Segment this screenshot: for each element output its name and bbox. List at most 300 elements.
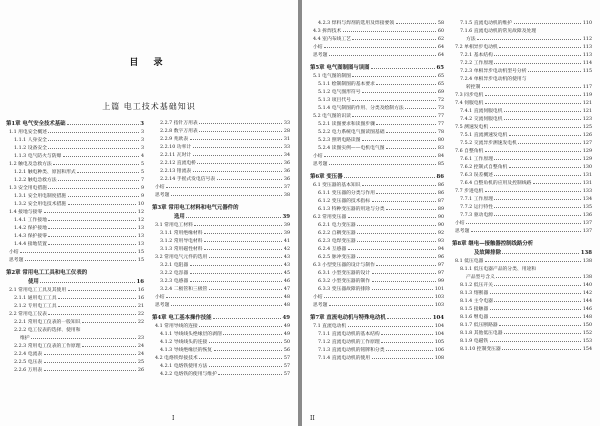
toc-entry <box>452 52 592 60</box>
toc-entry-label: 8.1 低压电器 <box>455 259 484 264</box>
toc-leader-dots <box>372 358 434 359</box>
toc-entry <box>310 36 444 44</box>
toc-entry-label: 2.2.6 万用表 <box>14 368 43 373</box>
toc-leader-dots <box>381 334 433 335</box>
toc-entry-label: 6.3.3 变压器故障的排除 <box>318 287 371 292</box>
toc-entry-label: 7.7.2 运行特性 <box>460 205 493 210</box>
toc-chapter-entry <box>152 204 290 213</box>
toc-page-number: 64 <box>437 45 444 50</box>
toc-page-number: 108 <box>434 356 444 361</box>
toc-page-number: 24 <box>137 352 144 357</box>
toc-entry-label: 3.1 常用电工材料 <box>155 223 193 228</box>
toc-page-number: 144 <box>582 299 592 304</box>
toc-entry-label: 7.6.4 自整角机的应用及控制线路 <box>460 181 532 186</box>
toc-entry <box>310 113 444 121</box>
toc-entry-label: 7.7.1 工作原理 <box>460 197 493 202</box>
toc-page-number: 64 <box>437 53 444 58</box>
toc-page-number: 135 <box>582 205 592 210</box>
toc-entry <box>452 180 592 188</box>
toc-leader-dots <box>20 252 136 253</box>
toc-leader-dots <box>386 132 436 133</box>
toc-entry <box>152 192 290 200</box>
toc-page-number: 123 <box>582 117 592 122</box>
toc-chapter-entry <box>152 213 290 222</box>
toc-entry <box>310 198 444 206</box>
toc-leader-dots <box>199 123 282 124</box>
toc-page-number: 129 <box>582 149 592 154</box>
toc-entry-label: 第2章 常用电工工具和电工仪表的 <box>6 270 88 276</box>
toc-leader-dots <box>324 47 436 48</box>
toc-entry <box>452 188 592 196</box>
page-right <box>302 0 600 426</box>
toc-chapter-entry <box>6 120 144 129</box>
toc-entry <box>152 222 290 230</box>
toc-page-number: 50 <box>283 340 290 345</box>
toc-page-number: 104 <box>434 324 444 329</box>
toc-entry-label: 选用 <box>174 214 185 220</box>
toc-leader-dots <box>372 273 437 274</box>
toc-chapter-entry <box>6 278 144 287</box>
toc-page-number: 36 <box>283 177 290 182</box>
toc-leader-dots <box>218 374 282 375</box>
toc-leader-dots <box>209 342 283 343</box>
toc-entry <box>452 322 592 330</box>
toc-leader-dots <box>82 322 136 323</box>
toc-entry <box>310 222 444 230</box>
toc-entry <box>152 254 290 262</box>
toc-entry <box>310 153 444 161</box>
toc-page-number: 49 <box>282 315 290 321</box>
toc-leader-dots <box>193 147 283 148</box>
toc-leader-dots <box>48 228 136 229</box>
toc-entry <box>452 156 592 164</box>
toc-entry-label: 8.1.3 熔断器 <box>460 291 489 296</box>
toc-column-left-1 <box>6 120 144 375</box>
toc-entry <box>310 206 444 214</box>
toc-page-number: 36 <box>283 169 290 174</box>
toc-page-number: 10 <box>137 202 144 207</box>
toc-leader-dots <box>362 140 436 141</box>
toc-leader-dots <box>190 281 283 282</box>
toc-leader-dots <box>204 249 282 250</box>
toc-page-number: 154 <box>582 347 592 352</box>
toc-page-number: 65 <box>436 65 444 71</box>
toc-entry <box>452 196 592 204</box>
toc-entry-label: 2.2.3 常用电工仪表的工作原理 <box>14 344 81 349</box>
toc-entry-label: 4.1.1 导线线头绝缘层的剥削 <box>160 332 222 337</box>
toc-leader-dots <box>68 290 137 291</box>
toc-leader-dots <box>490 127 582 128</box>
toc-entry <box>452 346 592 354</box>
toc-leader-dots <box>386 350 433 351</box>
toc-page-number: 86 <box>437 183 444 188</box>
toc-leader-dots <box>199 326 282 327</box>
toc-page-number: 28 <box>283 129 290 134</box>
toc-leader-dots <box>193 171 283 172</box>
toc-leader-dots <box>31 338 136 339</box>
toc-entry <box>6 249 144 257</box>
toc-leader-dots <box>190 273 283 274</box>
toc-entry-label: 3.2 常用电气元件的选用 <box>155 255 208 260</box>
toc-entry-label: 及故障排除 <box>474 250 501 256</box>
toc-entry <box>152 347 290 355</box>
toc-entry <box>452 282 592 290</box>
toc-leader-dots <box>372 201 437 202</box>
toc-entry <box>452 172 592 180</box>
toc-entry-label: 6.2.5 脉冲变压器 <box>318 255 356 260</box>
toc-entry-label: 7.1.3 直流电动机的铭牌和分类 <box>318 348 385 353</box>
toc-leader-dots <box>494 301 581 302</box>
toc-leader-dots <box>396 23 437 24</box>
toc-leader-dots <box>485 261 582 262</box>
toc-entry <box>452 44 592 52</box>
toc-entry-label: 7.1.1 直流电动机的基本结构 <box>318 332 380 337</box>
toc-leader-dots <box>466 223 581 224</box>
toc-leader-dots <box>44 370 137 371</box>
toc-leader-dots <box>53 164 139 165</box>
toc-entry-label: 3.2.4 二极管和三极管 <box>160 287 208 292</box>
toc-page-number: 60 <box>437 29 444 34</box>
toc-leader-dots <box>48 314 136 315</box>
toc-page-number: 13 <box>137 234 144 239</box>
toc-entry-label: 3.2.3 电感器 <box>160 279 189 284</box>
toc-entry <box>452 20 592 28</box>
toc-entry <box>310 161 444 169</box>
toc-leader-dots <box>171 195 282 196</box>
toc-leader-dots <box>362 92 436 93</box>
toc-page-number: 90 <box>437 223 444 228</box>
toc-page-number: 148 <box>582 315 592 320</box>
toc-entry-label: 7.5 测速发电机 <box>455 125 489 130</box>
toc-leader-dots <box>352 76 436 77</box>
toc-leader-dots <box>499 47 581 48</box>
toc-entry-label: 小结 <box>155 185 165 190</box>
toc-leader-dots <box>48 132 139 133</box>
toc-leader-dots <box>357 241 436 242</box>
toc-entry <box>6 153 144 161</box>
toc-entry-label: 4.2 电烙铁焊接技术 <box>155 356 198 361</box>
toc-entry-label: 5.2 电气图的识读 <box>313 114 351 119</box>
toc-leader-dots <box>48 148 139 149</box>
toc-entry-label: 7.4.2 交流伺服电机 <box>460 117 503 122</box>
toc-page-number: 37 <box>283 185 290 190</box>
toc-entry <box>152 294 290 302</box>
toc-entry <box>310 230 444 238</box>
toc-page-number: 126 <box>582 133 592 138</box>
toc-page-number: 5 <box>140 162 144 167</box>
toc-entry <box>310 294 444 302</box>
toc-entry-label: 思考题 <box>9 258 24 263</box>
toc-entry <box>6 287 144 295</box>
toc-page-number: 65 <box>437 74 444 79</box>
toc-entry <box>310 278 444 286</box>
toc-entry-label: 1.2.2 触电急救方法 <box>14 178 57 183</box>
toc-page-number: 47 <box>283 287 290 292</box>
toc-entry-label: 小结 <box>313 45 323 50</box>
toc-leader-dots <box>357 225 436 226</box>
toc-entry-label: 第6章 变压器 <box>310 174 343 180</box>
toc-leader-dots <box>490 317 582 318</box>
toc-leader-dots <box>44 354 137 355</box>
toc-page-number: 114 <box>582 61 592 66</box>
toc-entry-label: 6.3 小型变压器的设计与制作 <box>313 263 375 268</box>
toc-leader-dots <box>485 151 582 152</box>
toc-entry <box>6 311 144 319</box>
toc-leader-dots <box>48 188 139 189</box>
part-heading: 上篇 电工技术基础知识 <box>102 102 196 111</box>
toc-leader-dots <box>190 265 283 266</box>
toc-entry-label: 6.2.1 电力变压器 <box>318 223 356 228</box>
toc-entry-label: 小结 <box>455 221 465 226</box>
toc-leader-dots <box>485 103 582 104</box>
toc-leader-dots <box>504 119 581 120</box>
toc-entry-label: 6.1.1 变压器的分类与作用 <box>318 191 375 196</box>
toc-entry-label: 7.3 同步电机 <box>455 93 484 98</box>
toc-page-number: 142 <box>582 291 592 296</box>
toc-entry-label: 6.2.4 互感器 <box>318 247 347 252</box>
toc-entry-label: 1.1.1 人身安全 <box>14 138 47 143</box>
toc-page-number: 90 <box>437 215 444 220</box>
toc-entry-label: 6.2.2 自耦变压器 <box>318 231 356 236</box>
toc-entry-label: 思考题 <box>313 53 328 58</box>
toc-leader-dots <box>376 265 436 266</box>
toc-leader-dots <box>496 277 581 278</box>
toc-page-number: 3 <box>140 138 144 143</box>
toc-leader-dots <box>502 253 579 254</box>
toc-entry-label: 2.2.1 常用电工仪表的一般知识 <box>14 320 81 325</box>
toc-entry <box>310 105 444 113</box>
toc-entry <box>152 331 290 339</box>
toc-column-right-2 <box>452 20 592 354</box>
toc-page-number: 72 <box>437 98 444 103</box>
toc-entry-label: 7.6.3 误差概述 <box>460 173 493 178</box>
toc-page-number: 25 <box>137 360 144 365</box>
toc-entry <box>310 81 444 89</box>
toc-entry <box>310 262 444 270</box>
toc-entry-label: 1.1 用电安全概述 <box>9 130 47 135</box>
toc-entry-label: 4.1.2 导线线头的连接 <box>160 340 208 345</box>
toc-page-number: 97 <box>437 263 444 268</box>
toc-entry-label: 第3章 常用电工材料和电气元器件的 <box>152 205 239 211</box>
toc-page-number: 48 <box>283 303 290 308</box>
toc-entry <box>152 136 290 144</box>
toc-entry-label: 2.2.11 瓦时计 <box>160 153 192 158</box>
toc-page-number: 125 <box>582 125 592 130</box>
toc-entry <box>310 89 444 97</box>
toc-leader-dots <box>329 164 436 165</box>
toc-page-number: 138 <box>582 275 592 280</box>
toc-page-number: 86 <box>436 174 444 180</box>
toc-leader-dots <box>357 257 436 258</box>
toc-entry <box>152 278 290 286</box>
toc-entry-label: 1.1.2 设备安全 <box>14 146 47 151</box>
toc-entry <box>6 359 144 367</box>
toc-entry-label: 2.1.1 通用电工工具 <box>14 296 57 301</box>
toc-entry <box>452 132 592 140</box>
toc-title: 目 录 <box>129 58 169 68</box>
toc-entry <box>452 36 592 44</box>
toc-page-number: 26 <box>137 368 144 373</box>
toc-page-number: 133 <box>582 189 592 194</box>
toc-page-number: 7 <box>140 178 144 183</box>
toc-entry <box>452 148 592 156</box>
toc-leader-dots <box>68 196 140 197</box>
toc-leader-dots <box>186 217 281 218</box>
toc-page-number: 16 <box>137 296 144 301</box>
toc-leader-dots <box>386 209 436 210</box>
toc-entry <box>310 44 444 52</box>
toc-entry <box>6 193 144 201</box>
toc-entry-label: 1.4 接地与接零 <box>9 210 43 215</box>
toc-entry-label: 5.2.3 照明电路读图 <box>318 138 361 143</box>
toc-page-number: 3 <box>140 146 144 151</box>
toc-entry <box>452 116 592 124</box>
toc-entry <box>452 140 592 148</box>
toc-entry-label: 5.2.4 读图实例——电机电气图 <box>318 146 385 151</box>
toc-entry-label: 7.2.3 单相异步电动机型号分析 <box>460 69 527 74</box>
toc-leader-dots <box>204 241 282 242</box>
toc-leader-dots <box>490 293 582 294</box>
toc-entry <box>310 302 444 310</box>
toc-entry-label: 第4章 电工基本操作技能 <box>152 315 212 321</box>
toc-leader-dots <box>63 156 140 157</box>
toc-page-number: 16 <box>137 288 144 293</box>
toc-entry <box>310 339 444 347</box>
toc-page-number: 31 <box>283 137 290 142</box>
toc-entry <box>6 201 144 209</box>
toc-page-number: 36 <box>283 161 290 166</box>
toc-page-number: 101 <box>434 287 444 292</box>
toc-page-number: 77 <box>437 122 444 127</box>
toc-entry-label: 1.3.2 安全用电技术措施 <box>14 202 67 207</box>
toc-leader-dots <box>494 285 581 286</box>
toc-entry-label: 7.7 步进电机 <box>455 189 484 194</box>
toc-page-number: 46 <box>283 279 290 284</box>
toc-page-number: 112 <box>582 37 592 42</box>
toc-entry <box>310 129 444 137</box>
toc-page-number: 12 <box>137 218 144 223</box>
toc-page-number: 73 <box>437 106 444 111</box>
toc-page-number: 48 <box>283 295 290 300</box>
toc-entry-label: 3.1.1 常用绝缘材料 <box>160 231 203 236</box>
toc-leader-dots <box>514 23 582 24</box>
toc-leader-dots <box>199 131 282 132</box>
page-left <box>0 0 298 426</box>
toc-page-number: 105 <box>434 340 444 345</box>
toc-entry <box>6 161 144 169</box>
toc-entry-label: 4.1 常用导线的连接 <box>155 324 198 329</box>
toc-entry <box>152 262 290 270</box>
toc-page-number: 33 <box>283 145 290 150</box>
toc-entry <box>310 20 444 28</box>
toc-page-number: 43 <box>283 263 290 268</box>
toc-leader-dots <box>324 156 436 157</box>
toc-entry-label: 第1章 电气安全技术基础 <box>6 121 66 127</box>
toc-page-number: 22 <box>137 320 144 325</box>
toc-page-number: 4 <box>140 154 144 159</box>
toc-page-number: 12 <box>137 210 144 215</box>
toc-entry <box>452 306 592 314</box>
toc-leader-dots <box>40 282 135 283</box>
toc-entry-label: 3.1.3 常用磁性材料 <box>160 247 203 252</box>
toc-entry-label: 5.1.2 电气图形符号 <box>318 90 361 95</box>
toc-leader-dots <box>348 249 437 250</box>
toc-leader-dots <box>494 175 581 176</box>
toc-leader-dots <box>357 233 436 234</box>
toc-page-number: 57 <box>283 356 290 361</box>
toc-entry <box>6 177 144 185</box>
toc-leader-dots <box>48 236 136 237</box>
toc-entry <box>310 97 444 105</box>
toc-entry <box>452 28 592 36</box>
toc-entry-label: 1.1.3 电气防火与防爆 <box>14 154 62 159</box>
toc-leader-dots <box>362 185 436 186</box>
toc-page-number: 78 <box>437 130 444 135</box>
toc-page-number: 85 <box>437 162 444 167</box>
page-number: II <box>310 415 315 422</box>
toc-entry <box>310 137 444 145</box>
toc-entry <box>452 84 592 92</box>
toc-entry <box>152 286 290 294</box>
toc-entry-label: 6.1.3 特种变压器的用途与分类 <box>318 207 385 212</box>
toc-entry <box>6 257 144 265</box>
toc-page-number: 103 <box>434 303 444 308</box>
toc-entry <box>6 367 144 375</box>
toc-entry <box>152 230 290 238</box>
toc-entry <box>452 212 592 220</box>
toc-entry-label: 8.1.6 继电器 <box>460 315 489 320</box>
toc-entry <box>152 270 290 278</box>
toc-page-number: 57 <box>283 364 290 369</box>
toc-leader-dots <box>490 309 582 310</box>
toc-entry-label: 4.2.1 电烙铁使用方法 <box>160 364 208 369</box>
toc-entry-label: 5.2.1 读图要求和读图步骤 <box>318 122 375 127</box>
toc-leader-dots <box>509 167 582 168</box>
toc-leader-dots <box>194 225 282 226</box>
toc-page-number: 13 <box>137 242 144 247</box>
toc-entry <box>152 184 290 192</box>
toc-entry <box>6 241 144 249</box>
toc-page-number: 3 <box>140 130 144 135</box>
toc-page-number: 104 <box>434 332 444 337</box>
toc-entry <box>452 266 592 274</box>
toc-leader-dots <box>324 297 433 298</box>
toc-page-number: 113 <box>582 53 592 58</box>
toc-entry-label: 7.1.6 直流电动机的常见故障及处理 <box>460 29 537 34</box>
toc-page-number: 131 <box>582 173 592 178</box>
toc-leader-dots <box>376 124 436 125</box>
toc-entry <box>310 246 444 254</box>
toc-entry-label: 小结 <box>155 295 165 300</box>
toc-entry <box>310 238 444 246</box>
toc-entry <box>6 185 144 193</box>
toc-entry-label: 6.3.2 小型变压器的制作 <box>318 279 371 284</box>
toc-page-number: 57 <box>283 372 290 377</box>
toc-entry-label: 5.2.2 电力系统电气图读图基础 <box>318 130 385 135</box>
toc-page-number: 43 <box>283 255 290 260</box>
toc-entry-label: 使用 <box>28 279 39 285</box>
toc-entry <box>310 355 444 363</box>
toc-entry-label: 8.1.4 主令电器 <box>460 299 493 304</box>
toc-column-right-1 <box>310 20 444 363</box>
toc-leader-dots <box>48 244 136 245</box>
toc-entry-label: 2.2.9 兆欧表 <box>160 137 189 142</box>
toc-entry-label: 2.1 常用电工工具及其使用 <box>9 288 67 293</box>
toc-entry-label: 6.2 常用变压器 <box>313 215 347 220</box>
toc-leader-dots <box>44 212 137 213</box>
toc-leader-dots <box>348 326 434 327</box>
toc-entry-label: 4.1.3 导线绝缘层的恢复 <box>160 348 213 353</box>
